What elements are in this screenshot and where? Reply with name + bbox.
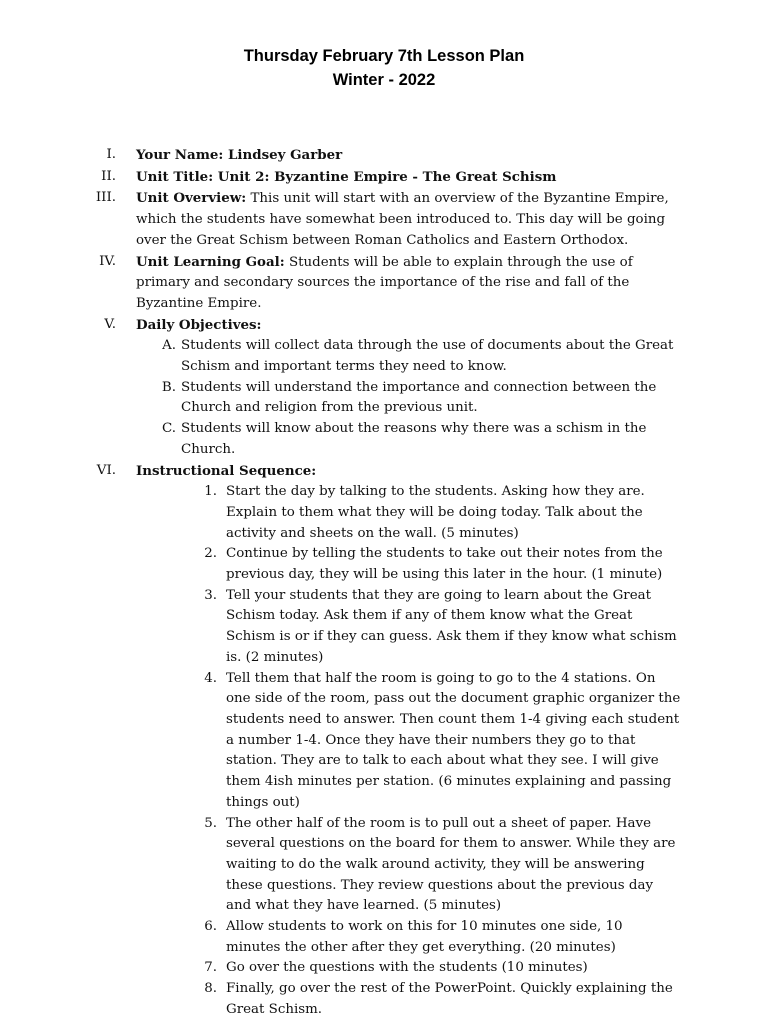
- step-item: [0, 586, 681, 669]
- objective-text: Students will know about the reasons why there was a schism in the Church.: [181, 421, 647, 457]
- objective-letter: B.: [161, 379, 176, 395]
- section-label: Daily Objectives:: [136, 316, 262, 333]
- step-item: [0, 917, 681, 958]
- objective-item: [0, 419, 681, 460]
- section-number: V.: [104, 316, 116, 332]
- step-number: 3.: [204, 587, 217, 603]
- section-unit-overview: [0, 188, 676, 251]
- step-item: [0, 544, 681, 585]
- step-number: 7.: [204, 960, 217, 976]
- section-label: Your Name: Lindsey Garber: [136, 147, 343, 163]
- section-number: IV.: [99, 253, 116, 269]
- section-unit-learning-goal: [0, 252, 676, 315]
- step-number: 5.: [204, 815, 217, 831]
- step-item: [0, 482, 681, 544]
- objective-item: [0, 336, 681, 377]
- step-number: 2.: [204, 546, 217, 562]
- section-unit-title: [0, 167, 676, 189]
- objective-letter: C.: [161, 421, 176, 437]
- step-number: 4.: [204, 670, 217, 686]
- section-text: Students will be able to explain through the use of primary and secondary sources the importance of the rise and fall of the Byzantine Empire.: [136, 254, 633, 311]
- step-text: Go over the questions with the students (10 minutes): [226, 960, 588, 976]
- step-text: The other half of the room is to pull out a sheet of paper. Have several questions on the board for them to answer. While they are waiting to do the walk around activity, they will be answering these questions. They review questions about the previous day and what they have learned. (5 minutes): [226, 815, 676, 914]
- objective-text: Students will understand the importance and connection between the Church and religion from the previous unit.: [181, 379, 657, 416]
- step-number: 1.: [204, 484, 217, 500]
- step-item: [0, 814, 681, 918]
- section-daily-objectives: [0, 315, 676, 337]
- objective-letter: A.: [162, 338, 176, 354]
- step-text: Finally, go over the rest of the PowerPoint. Quickly explaining the Great Schism.: [226, 981, 673, 1017]
- step-text: Tell them that half the room is going to go to the 4 stations. On one side of the room, pass out the document graphic organizer the students need to answer. Then count them 1-4 giving each student a number 1-4. Once they have their numbers they go to that station. They are to talk to each about what they see. I will give them 4ish minutes per station. (6 minutes explaining and passing things out): [226, 670, 681, 810]
- step-text: Start the day by talking to the students. Asking how they are. Explain to them what they will be doing today. Talk about the activity and sheets on the wall. (5 minutes): [226, 484, 645, 541]
- step-number: 6.: [204, 919, 217, 935]
- objective-text: Students will collect data through the use of documents about the Great Schism and important terms they need to know.: [181, 338, 674, 375]
- section-number: VI.: [96, 462, 116, 478]
- lesson-plan-body: [0, 145, 768, 1021]
- section-label: Unit Title: Unit 2: Byzantine Empire - The Great Schism: [136, 168, 557, 185]
- page-title: Thursday February 7th Lesson Plan: [243, 47, 525, 65]
- section-instructional-sequence: [0, 461, 676, 483]
- page-subtitle: Winter - 2022: [332, 71, 436, 89]
- step-item: [0, 669, 681, 814]
- section-label: Unit Learning Goal:: [136, 253, 285, 270]
- step-item: [0, 979, 681, 1020]
- step-text: Allow students to work on this for 10 minutes one side, 10 minutes the other after they get everything. (20 minutes): [226, 919, 623, 955]
- step-text: Tell your students that they are going to learn about the Great Schism today. Ask them if any of them know what the Great Schism is or if they can guess. Ask them if they know what schism is. (2 minutes): [226, 587, 677, 665]
- step-item: [0, 958, 681, 979]
- step-text: Continue by telling the students to take out their notes from the previous day, they will be using this later in the hour. (1 minute): [226, 546, 663, 583]
- section-number: II.: [101, 168, 116, 184]
- section-number: III.: [95, 190, 116, 206]
- section-number: I.: [106, 147, 116, 162]
- section-label: Instructional Sequence:: [136, 462, 317, 479]
- objective-item: [0, 378, 681, 419]
- step-number: 8.: [204, 981, 217, 997]
- section-your-name: [0, 145, 676, 167]
- section-label: Unit Overview:: [136, 190, 247, 207]
- section-text: This unit will start with an overview of the Byzantine Empire, which the students have somewhat been introduced to. This day will be going over the Great Schism between Roman Catholics and Eastern Orthodox.: [136, 191, 669, 248]
